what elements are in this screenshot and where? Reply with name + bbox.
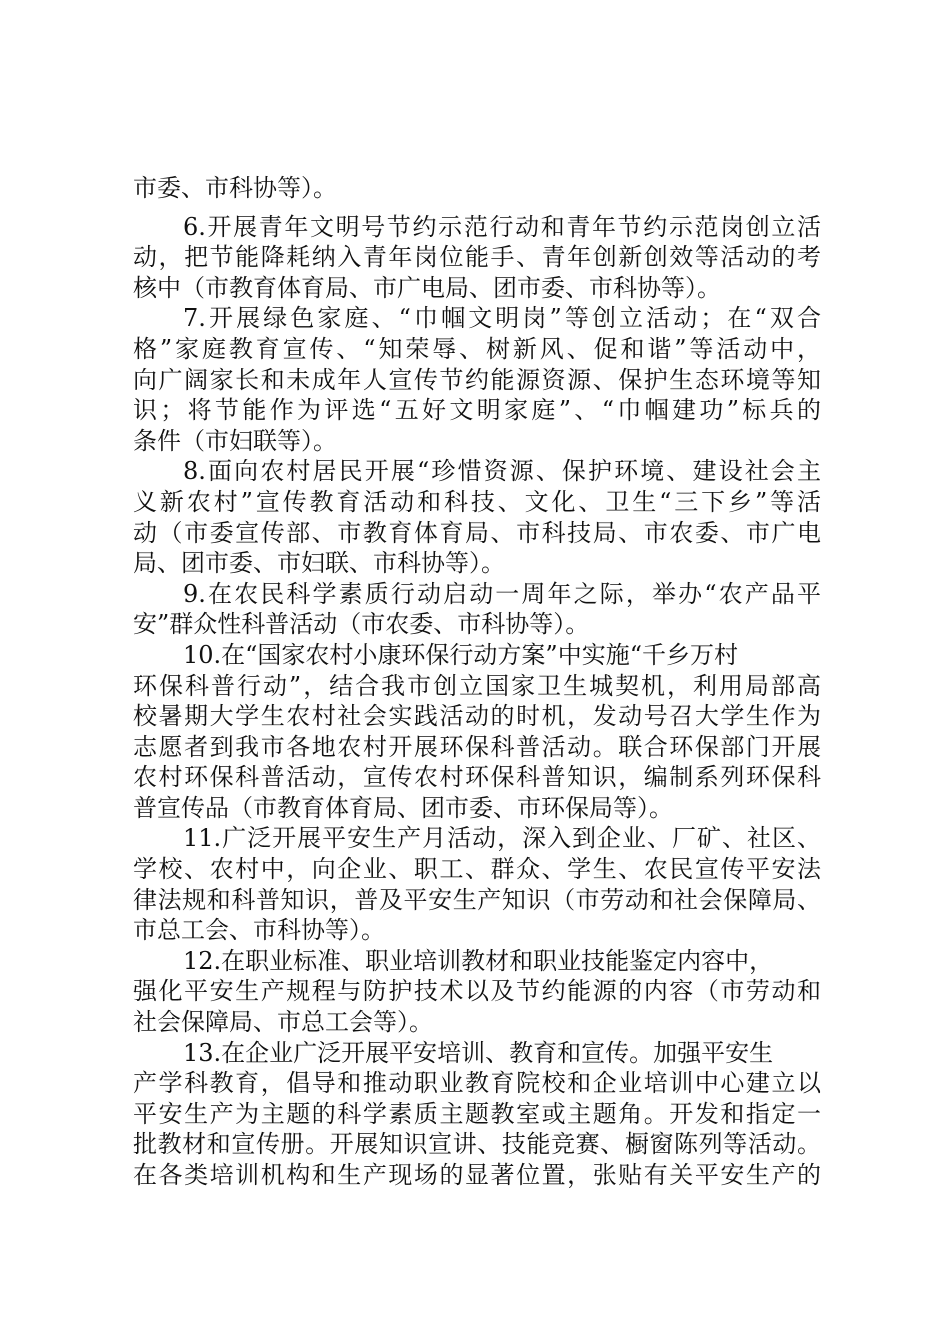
text-line: 普宣传品（市教育体育局、团市委、市环保局等）。 <box>133 793 673 822</box>
text-line: 批教材和宣传册。开展知识宣讲、技能竞赛、橱窗陈列等活动。 <box>133 1130 821 1159</box>
document-page <box>133 173 821 1191</box>
text-line: 社会保障局、市总工会等）。 <box>133 1008 433 1037</box>
text-line: 向广阔家长和未成年人宣传节约能源资源、保护生态环境等知 <box>133 365 821 394</box>
text-line: 安”群众性科普活动（市农委、市科协等）。 <box>133 610 590 639</box>
text-line: 核中（市教育体育局、市广电局、团市委、市科协等）。 <box>133 273 721 302</box>
text-line: 强化平安生产规程与防护技术以及节约能源的内容（市劳动和 <box>133 977 821 1006</box>
paragraph-8-start: 8.面向农村居民开展“珍惜资源、保护环境、建设社会主 <box>183 457 821 486</box>
text-line: 环保科普行动”，结合我市创立国家卫生城契机，利用局部高 <box>133 671 821 700</box>
text-line: 在各类培训机构和生产现场的显著位置，张贴有关平安生产的 <box>133 1161 821 1189</box>
text-line: 局、团市委、市妇联、市科协等）。 <box>133 549 505 578</box>
paragraph-10-start: 10.在“国家农村小康环保行动方案”中实施“千乡万村 <box>183 640 738 669</box>
text-line: 志愿者到我市各地农村开展环保科普活动。联合环保部门开展 <box>133 732 821 761</box>
text-line: 市委、市科协等）。 <box>133 174 337 202</box>
text-line: 市总工会、市科协等）。 <box>133 916 385 945</box>
paragraph-13-start: 13.在企业广泛开展平安培训、教育和宣传。加强平安生 <box>183 1038 774 1067</box>
text-line: 学校、农村中，向企业、职工、群众、学生、农民宣传平安法 <box>133 855 821 884</box>
text-line: 识；将节能作为评选“五好文明家庭”、“巾帼建功”标兵的 <box>133 396 821 425</box>
text-line: 律法规和科普知识，普及平安生产知识（市劳动和社会保障局、 <box>133 885 821 914</box>
paragraph-6-start: 6.开展青年文明号节约示范行动和青年节约示范岗创立活 <box>183 212 821 241</box>
paragraph-7-start: 7.开展绿色家庭、“巾帼文明岗”等创立活动；在“双合 <box>183 304 821 333</box>
text-line: 农村环保科普活动，宣传农村环保科普知识，编制系列环保科 <box>133 763 821 792</box>
paragraph-11-start: 11.广泛开展平安生产月活动，深入到企业、厂矿、社区、 <box>183 824 821 853</box>
text-line: 动（市委宣传部、市教育体育局、市科技局、市农委、市广电 <box>133 518 821 547</box>
text-line: 校暑期大学生农村社会实践活动的时机，发动号召大学生作为 <box>133 702 821 731</box>
paragraph-12-start: 12.在职业标准、职业培训教材和职业技能鉴定内容中， <box>183 946 774 975</box>
text-line: 平安生产为主题的科学素质主题教室或主题角。开发和指定一 <box>133 1099 821 1128</box>
text-line: 条件（市妇联等）。 <box>133 426 337 455</box>
text-line: 格”家庭教育宣传、“知荣辱、树新风、促和谐”等活动中， <box>133 334 821 363</box>
paragraph-9-start: 9.在农民科学素质行动启动一周年之际，举办“农产品平 <box>183 579 821 608</box>
text-line: 动，把节能降耗纳入青年岗位能手、青年创新创效等活动的考 <box>133 243 821 272</box>
text-line: 义新农村”宣传教育活动和科技、文化、卫生“三下乡”等活 <box>133 487 821 516</box>
text-line: 产学科教育，倡导和推动职业教育院校和企业培训中心建立以 <box>133 1069 821 1098</box>
